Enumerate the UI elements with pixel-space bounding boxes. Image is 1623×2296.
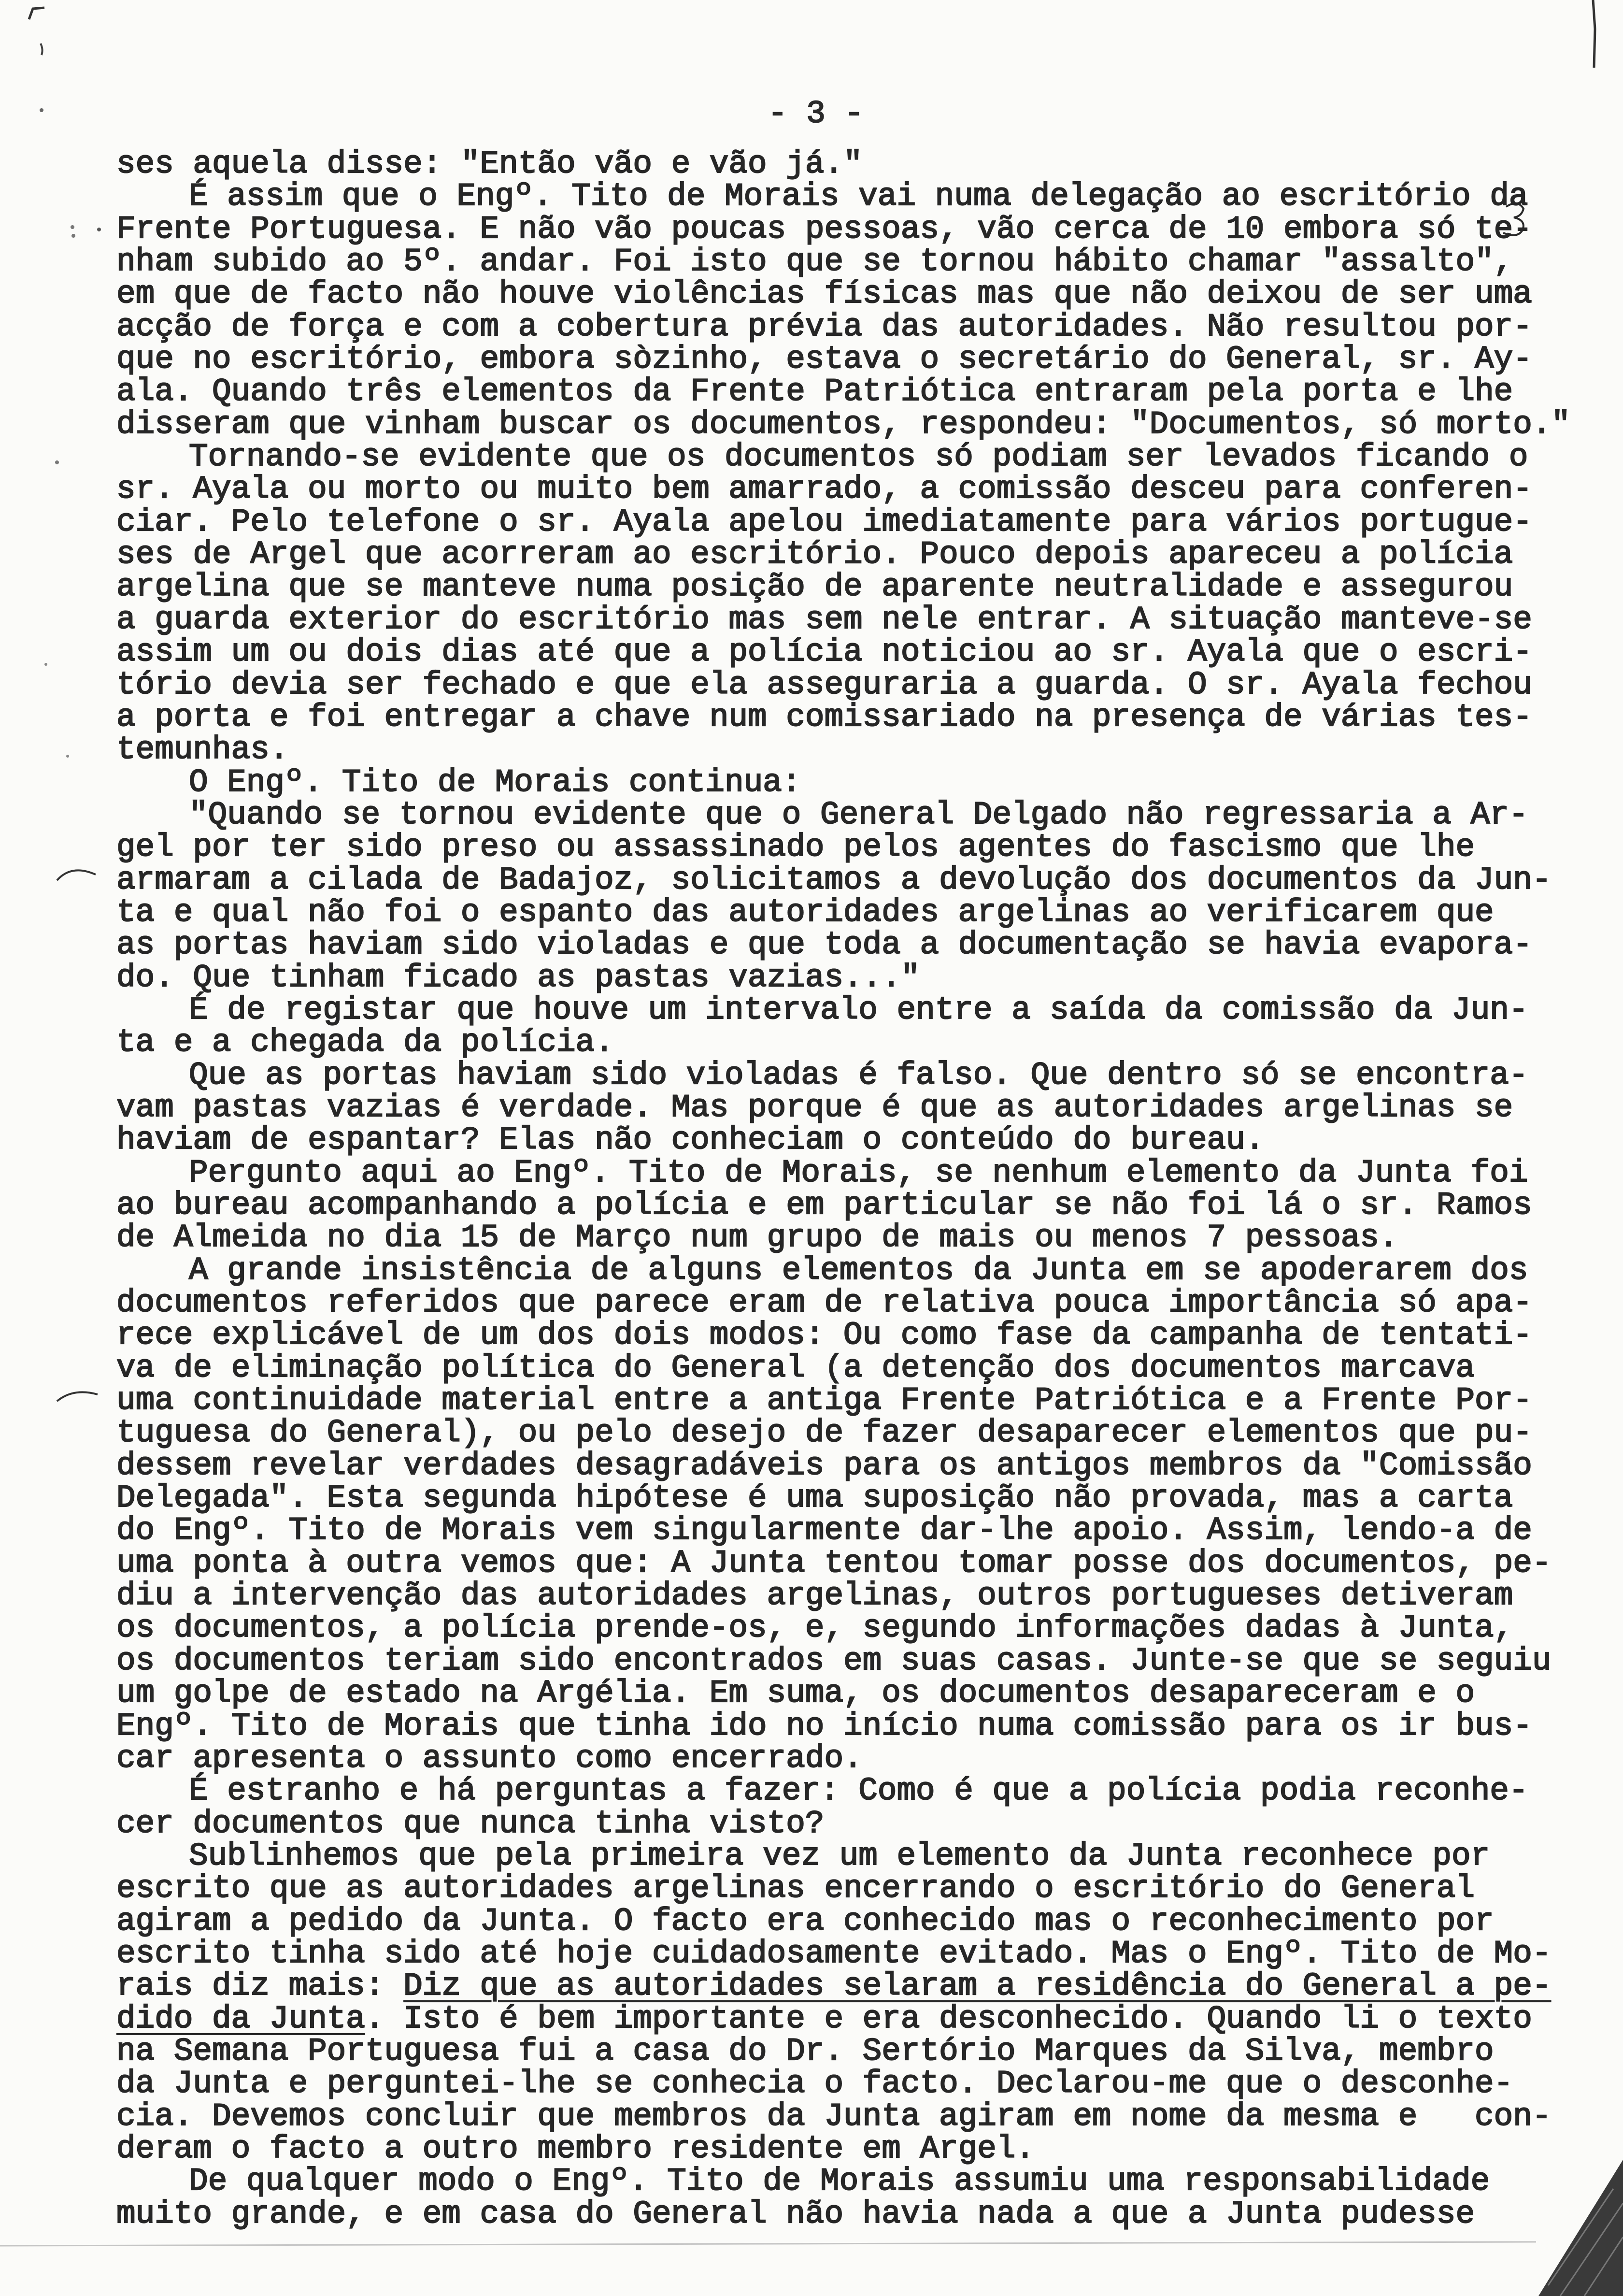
text-line: tuguesa do General), ou pelo desejo de fazer desaparecer elementos que pu- (116, 1415, 1532, 1451)
page-number: - 3 - (768, 96, 864, 132)
text-line: uma ponta à outra vemos que: A Junta tentou tomar posse dos documentos, pe- (116, 1545, 1552, 1581)
text-line: escrito tinha sido até hoje cuidadosamente evitado. Mas o Engº. Tito de Mo- (116, 1935, 1552, 1972)
text-line: as portas haviam sido violadas e que toda a documentação se havia evapora- (116, 927, 1532, 963)
text-line: Delegada". Esta segunda hipótese é uma suposição não provada, mas a carta (116, 1480, 1513, 1517)
text-line: Engº. Tito de Morais que tinha ido no início numa comissão para os ir bus- (116, 1708, 1532, 1744)
text-line: É assim que o Engº. Tito de Morais vai numa delegação ao escritório da (189, 178, 1528, 215)
text-line: tório devia ser fechado e que ela asseguraria a guarda. O sr. Ayala fechou (116, 666, 1532, 703)
text-line: ta e qual não foi o espanto das autoridades argelinas ao verificarem que (116, 894, 1494, 931)
text-line: va de eliminação política do General (a detenção dos documentos marcava (116, 1349, 1475, 1386)
text-line: argelina que se manteve numa posição de aparente neutralidade e assegurou (116, 569, 1513, 605)
text-line: Tornando-se evidente que os documentos só podiam ser levados ficando o (189, 439, 1528, 475)
text-line: a porta e foi entregar a chave num comissariado na presença de várias tes- (116, 699, 1532, 735)
text-line: Que as portas haviam sido violadas é falso. Que dentro só se encontra- (189, 1057, 1528, 1093)
text-line: ses aquela disse: "Então vão e vão já." (116, 146, 863, 182)
text-line: ciar. Pelo telefone o sr. Ayala apelou imediatamente para vários portugue- (116, 503, 1532, 540)
underlined-text: dido da Junta (116, 2000, 365, 2037)
text-line: Pergunto aqui ao Engº. Tito de Morais, se nenhum elemento da Junta foi (189, 1154, 1528, 1191)
body-text (116, 148, 1604, 2230)
text-line: a guarda exterior do escritório mas sem nele entrar. A situação manteve-se (116, 601, 1532, 638)
text-line: vam pastas vazias é verdade. Mas porque é que as autoridades argelinas se (116, 1089, 1513, 1126)
text-line: assim um ou dois dias até que a polícia noticiou ao sr. Ayala que o escri- (116, 634, 1532, 671)
text-line: muito grande, e em casa do General não havia nada a que a Junta pudesse (116, 2196, 1475, 2232)
text-line: De qualquer modo o Engº. Tito de Morais assumiu uma responsabilidade (189, 2163, 1490, 2200)
text-line: uma continuidade material entre a antiga Frente Patriótica e a Frente Por- (116, 1382, 1532, 1419)
text-line: ses de Argel que acorreram ao escritório. Pouco depois apareceu a polícia (116, 536, 1513, 573)
text-line: agiram a pedido da Junta. O facto era conhecido mas o reconhecimento por (116, 1903, 1494, 1939)
scan-edge-line (1593, 0, 1595, 68)
margin-mark (66, 755, 69, 758)
margin-mark (71, 225, 74, 229)
text-line: cer documentos que nunca tinha visto? (116, 1805, 825, 1842)
text-line: armaram a cilada de Badajoz, solicitamos a devolução dos documentos da Jun- (116, 861, 1552, 898)
text-line: deram o facto a outro membro residente em Argel. (116, 2130, 1035, 2167)
margin-mark (71, 234, 75, 238)
margin-mark (55, 460, 59, 464)
text-line: temunhas. (116, 732, 289, 768)
text-line: O Engº. Tito de Morais continua: (189, 764, 801, 801)
text-line: É estranho e há perguntas a fazer: Como é que a polícia podia reconhe- (189, 1773, 1528, 1809)
text-line: É de registar que houve um intervalo entre a saída da comissão da Jun- (189, 991, 1528, 1028)
text-line (116, 1968, 1604, 2005)
margin-mark (40, 108, 43, 112)
text-line: na Semana Portuguesa fui a casa do Dr. Sertório Marques da Silva, membro (116, 2033, 1494, 2069)
text-line: do Engº. Tito de Morais vem singularmente dar-lhe apoio. Assim, lendo-a de (116, 1512, 1532, 1549)
text-line: haviam de espantar? Elas não conheciam o conteúdo do bureau. (116, 1122, 1265, 1159)
margin-mark (41, 43, 43, 55)
text-line: um golpe de estado na Argélia. Em suma, os documentos desapareceram e o (116, 1675, 1475, 1712)
text-segment: rais diz mais: (116, 1968, 404, 2005)
text-line: do. Que tinham ficado as pastas vazias..." (116, 959, 920, 996)
text-line: Frente Portuguesa. E não vão poucas pessoas, vão cerca de 10 embora só te- (116, 211, 1532, 247)
text-line: em que de facto não houve violências físicas mas que não deixou de ser uma (116, 276, 1532, 313)
margin-hook-mark (57, 1392, 98, 1401)
text-line: ta e a chegada da polícia. (116, 1024, 614, 1061)
text-line: os documentos, a polícia prende-os, e, segundo informações dadas à Junta, (116, 1610, 1513, 1647)
text-line: A grande insistência de alguns elementos da Junta em se apoderarem dos (189, 1252, 1528, 1289)
scan-edge-line (0, 2242, 1536, 2246)
text-line: ao bureau acompanhando a polícia e em particular se não foi lá o sr. Ramos (116, 1187, 1532, 1223)
text-line: os documentos teriam sido encontrados em suas casas. Junte-se que se seguiu (116, 1642, 1552, 1679)
text-line: rece explicável de um dos dois modos: Ou como fase da campanha de tentati- (116, 1317, 1532, 1354)
text-line: documentos referidos que parece eram de relativa pouca importância só apa- (116, 1285, 1532, 1321)
underlined-text: Diz que as autoridades selaram a residência do General a pe- (403, 1968, 1552, 2005)
text-line: disseram que vinham buscar os documentos, respondeu: "Documentos, só morto." (116, 406, 1571, 443)
text-line: acção de força e com a cobertura prévia das autoridades. Não resultou por- (116, 308, 1532, 345)
text-line: que no escritório, embora sòzinho, estava o secretário do General, sr. Ay- (116, 341, 1532, 378)
text-line: "Quando se tornou evidente que o General Delgado não regressaria a Ar- (189, 796, 1528, 833)
text-line: Sublinhemos que pela primeira vez um elemento da Junta reconhece por (189, 1837, 1490, 1874)
text-line: da Junta e perguntei-lhe se conhecia o facto. Declarou-me que o desconhe- (116, 2066, 1513, 2102)
margin-hook-mark (57, 870, 96, 880)
text-line: car apresenta o assunto como encerrado. (116, 1740, 863, 1777)
margin-mark (97, 228, 101, 231)
text-line (116, 2000, 1604, 2037)
margin-mark (44, 663, 47, 666)
text-segment: . Isto é bem importante e era desconhecido. Quando li o texto (365, 2000, 1532, 2037)
text-line: sr. Ayala ou morto ou muito bem amarrado, a comissão desceu para conferen- (116, 471, 1532, 508)
text-line: dessem revelar verdades desagradáveis para os antigos membros da "Comissão (116, 1447, 1532, 1484)
text-line: cia. Devemos concluir que membros da Junta agiram em nome da mesma e con- (116, 2098, 1552, 2135)
text-line: gel por ter sido preso ou assassinado pelos agentes do fascismo que lhe (116, 829, 1475, 866)
margin-mark (29, 8, 44, 19)
text-line: diu a intervenção das autoridades argelinas, outros portugueses detiveram (116, 1578, 1513, 1614)
text-line: ala. Quando três elementos da Frente Patriótica entraram pela porta e lhe (116, 373, 1513, 410)
text-line: de Almeida no dia 15 de Março num grupo de mais ou menos 7 pessoas. (116, 1220, 1398, 1256)
text-line: escrito que as autoridades argelinas encerrando o escritório do General (116, 1870, 1475, 1907)
text-line: nham subido ao 5º. andar. Foi isto que se tornou hábito chamar "assalto", (116, 244, 1513, 280)
